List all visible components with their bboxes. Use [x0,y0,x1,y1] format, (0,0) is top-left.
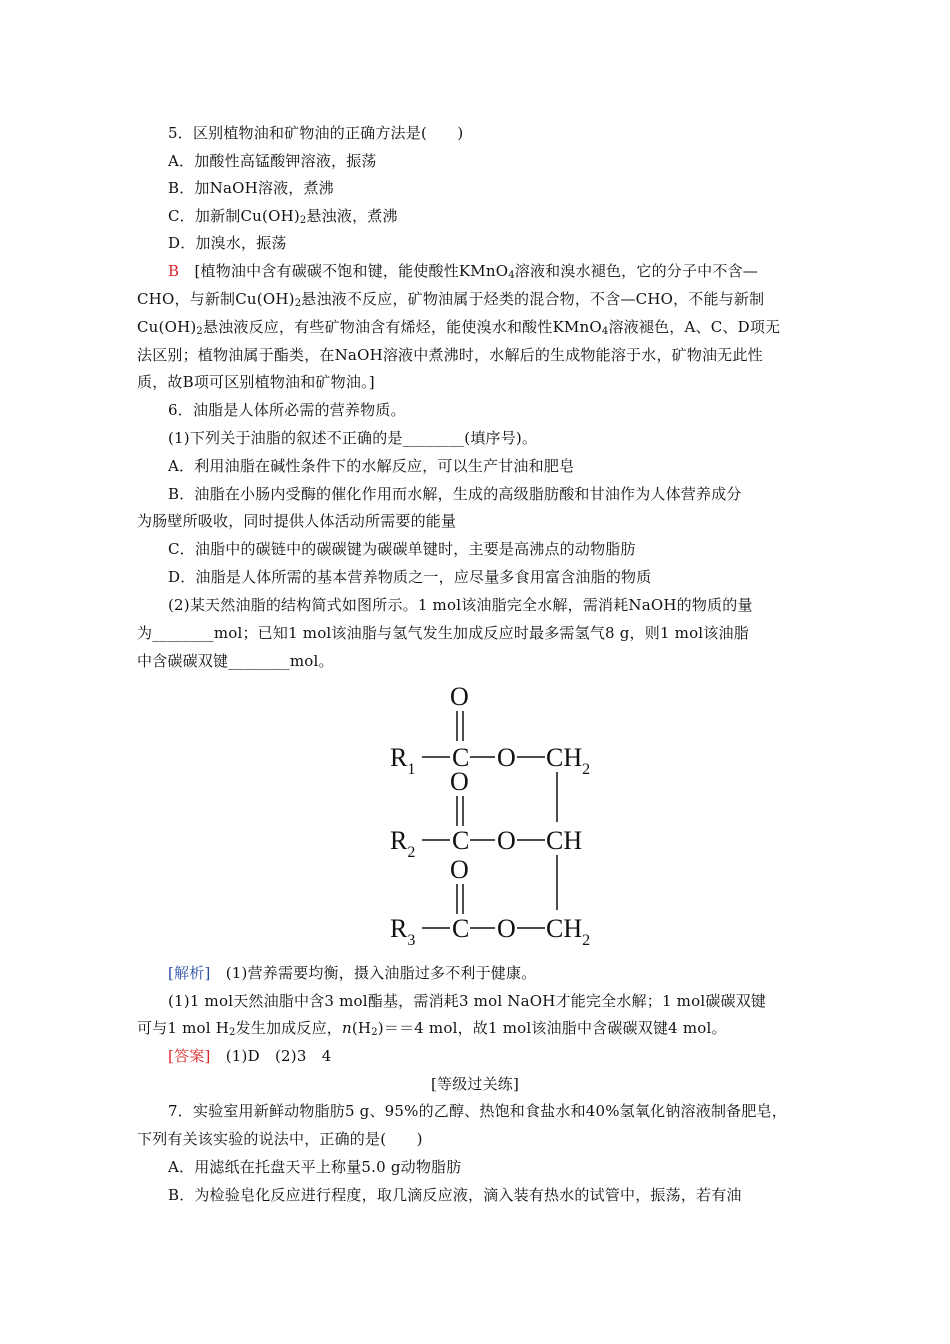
q6-option-a: A．利用油脂在碱性条件下的水解反应，可以生产甘油和肥皂 [168,457,575,475]
svg-text:CH2: $CH_2$ [546,914,591,949]
q5-explanation-line-2: CHO，与新制$Cu(OH)_2$悬浊液不反应，矿物油属于烃类的混合物，不含—CHO，不能与新制 [137,290,765,309]
analysis-tag: [解析] [168,964,211,982]
q7-option-a: A．用滤纸在托盘天平上称量5.0 g动物脂肪 [168,1158,462,1176]
q5-explanation-line-3: $Cu(OH)_2$悬浊液反应，有些矿物油含有烯烃，能使溴水和酸性KMnO$_4$溶液褪色，A、C、D项无 [137,318,781,337]
q5-option-c: C．加新制$Cu(OH)_2$悬浊液，煮沸 [168,207,398,226]
carbonyl-oxygen-2: O [450,767,469,796]
ch-middle: CH [546,826,583,855]
carbon-2: C [452,826,470,855]
q7-stem-line-2: 下列有关该实验的说法中，正确的是( ) [137,1130,423,1148]
answer-blank: ________ [228,652,290,670]
q6-part2-line-1: (2)某天然油脂的结构简式如图所示。1 mol该油脂完全水解，需消耗NaOH的物质的量 [168,596,753,614]
analysis-line-2: (1)1 mol天然油脂中含3 mol酯基，需消耗3 mol NaOH才能完全水解；1 mol碳碳双键 [168,992,767,1010]
answer-blank: ________ [152,624,214,642]
ester-oxygen-3: O [497,914,516,943]
q6-option-b-line-1: B．油脂在小肠内受酶的催化作用而水解，生成的高级脂肪酸和甘油作为人体营养成分 [168,485,742,503]
q7-stem-line-1: 7．实验室用新鲜动物脂肪5 g、95%的乙醇、热饱和食盐水和40%氢氧化钠溶液制备肥皂， [168,1102,787,1120]
carbon-3: C [452,914,470,943]
ch2-top: CH [546,743,583,772]
carbon-1: C [452,743,470,772]
q6-option-d: D．油脂是人体所需的基本营养物质之一，应尽量多食用富含油脂的物质 [168,568,652,586]
ch2-bottom: CH [546,914,583,943]
ester-oxygen-1: O [497,743,516,772]
svg-text:R3: $R_3$ [390,914,416,949]
analysis-line-3: 可与1 mol $H_2$发生加成反应，$n(H_2)==4$ mol，故1 mol该油脂中含碳碳双键4 mol。 [137,1019,727,1038]
answer-tag: [答案] [168,1047,211,1065]
carbonyl-oxygen-1: O [450,682,469,711]
ester-oxygen-2: O [497,826,516,855]
analysis-line-1: [解析] (1)营养需要均衡，摄入油脂过多不利于健康。 [168,964,537,982]
section-heading: [等级过关练] [430,1075,520,1093]
q5-option-d: D．加溴水，振荡 [168,234,287,252]
q7-option-b: B．为检验皂化反应进行程度，取几滴反应液，滴入装有热水的试管中，振荡，若有油 [168,1186,742,1204]
q5-option-a: A．加酸性高锰酸钾溶液，振荡 [168,152,377,170]
q5-answer-letter: B [168,262,180,280]
q6-part2-line-2: 为________mol；已知1 mol该油脂与氢气发生加成反应时最多需氢气8 g，则1 mol该油脂 [137,624,749,642]
q5-stem: 5．区别植物油和矿物油的正确方法是( ) [168,124,464,142]
q6-stem: 6．油脂是人体所必需的营养物质。 [168,401,406,419]
q6-option-c: C．油脂中的碳链中的碳碳键为碳碳单键时，主要是高沸点的动物脂肪 [168,540,636,558]
r-group-1: R [390,743,408,772]
q6-part2-line-3: 中含碳碳双键________mol。 [137,652,334,670]
svg-text:CH2: $CH_2$ [546,743,591,778]
svg-text:R2: $R_2$ [390,826,416,861]
r-group-2: R [390,826,408,855]
q6-part1: (1)下列关于油脂的叙述不正确的是________(填序号)。 [168,429,538,447]
r-group-3: R [390,914,408,943]
carbonyl-oxygen-3: O [450,855,469,884]
q6-option-b-line-2: 为肠壁所吸收，同时提供人体活动所需要的能量 [137,512,457,530]
answer-blank: ________ [402,429,465,447]
answer-line: [答案] (1)D (2)3 4 [168,1047,332,1065]
q5-option-b: B．加NaOH溶液，煮沸 [168,179,334,197]
q5-explanation-line-4: 法区别；植物油属于酯类，在NaOH溶液中煮沸时，水解后的生成物能溶于水，矿物油无此性 [137,346,763,364]
svg-text:R1: $R_1$ [390,743,416,778]
triglyceride-structure-diagram [380,680,620,955]
q5-explanation-line-5: 质，故B项可区别植物油和矿物油。] [137,373,375,391]
q5-explanation-line-1: B [植物油中含有碳碳不饱和键，能使酸性KMnO$_4$溶液和溴水褪色，它的分子中不含— [168,262,758,281]
